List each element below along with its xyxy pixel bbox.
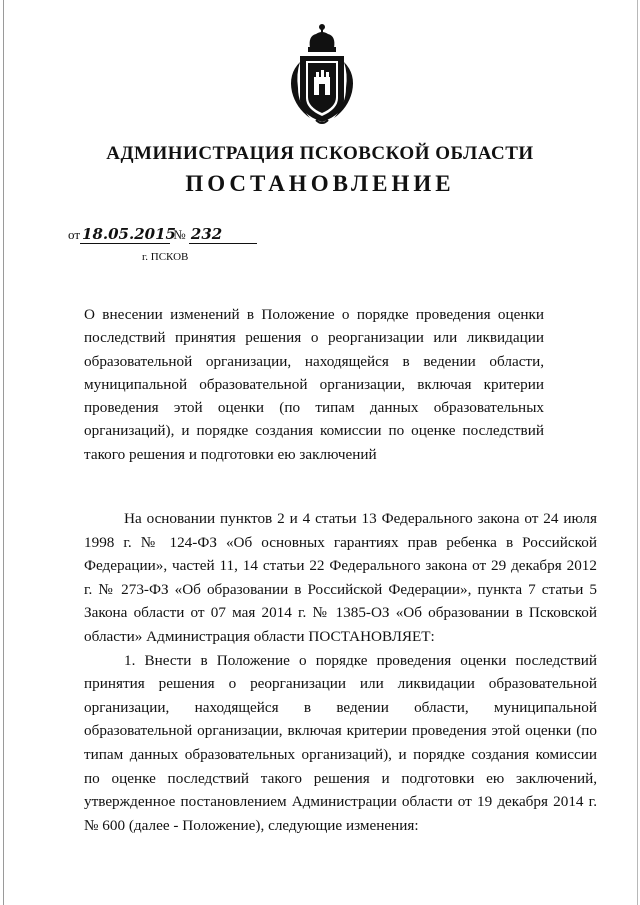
document-date: 18.05.2015 xyxy=(82,225,176,243)
preamble-paragraph: На основании пунктов 2 и 4 статьи 13 Федерального закона от 24 июля 1998 г. № 124-ФЗ «Об основных гарантиях прав ребенка в Российской Федерации», частей 11, 14 статьи 22 Федерального закона от 29 декабря 2012 г. № 273-ФЗ «Об образовании в Российской Федерации», пункта 7 статьи 5 Закона области от 07 мая 2014 г. № 1385-ОЗ «Об образовании в Псковской области» Администрация области ПОСТАНОВЛЯЕТ: xyxy=(84,510,597,645)
scan-left-edge xyxy=(3,0,4,905)
document-subject: О внесении изменений в Положение о порядке проведения оценки последствий принятия решения о реорганизации или ликвидации образовательной организации, находящейся в ведении области, муниципальной образовательной организации, включая критерии проведения этой оценки (по типам данных образовательных организаций), и порядке создания комиссии по оценке последствий такого решения и подготовки ею заключений xyxy=(84,306,544,463)
date-prefix: от xyxy=(68,227,81,242)
document-number: 232 xyxy=(189,225,257,244)
city-label: г. ПСКОВ xyxy=(142,251,189,263)
number-prefix: № xyxy=(173,227,186,242)
organization-title: АДМИНИСТРАЦИЯ ПСКОВСКОЙ ОБЛАСТИ xyxy=(106,143,534,164)
date-number-line xyxy=(68,225,257,244)
coat-of-arms-icon xyxy=(286,22,358,126)
item-1-paragraph: 1. Внести в Положение о порядке проведения оценки последствий принятия решения о реорганизации или ликвидации образовательной организации, находящейся в ведении области, муниципальной образовательной организации, включая критерии проведения этой оценки (по типам данных образовательных организаций), и порядке создания комиссии по оценке последствий такого решения и подготовки ею заключений, утвержденное постановлением Администрации области от 19 декабря 2014 г. № 600 (далее - Положение), следующие изменения: xyxy=(84,651,597,834)
document-body xyxy=(84,507,597,837)
scan-right-edge xyxy=(637,0,638,905)
document-type-title: ПОСТАНОВЛЕНИЕ xyxy=(185,171,455,196)
